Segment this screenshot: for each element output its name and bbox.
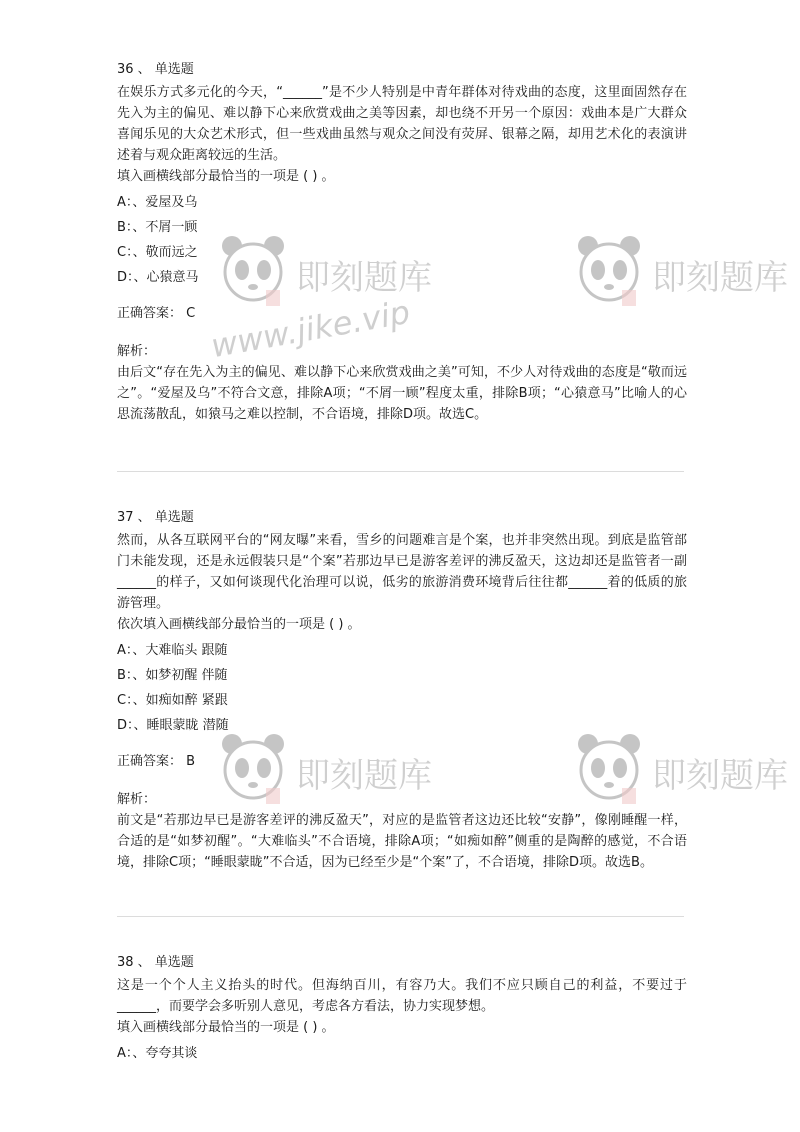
question-prompt: 填入画横线部分最恰当的一项是 ( ) 。 [117,169,335,184]
section-divider [117,916,684,917]
option-a[interactable]: A：、夸夸其谈 [117,1046,198,1061]
analysis-label: 解析： [117,792,157,807]
option-c[interactable]: C：、如痴如醉 紧跟 [117,693,228,708]
question-header: 37 、 单选题 [117,510,194,525]
option-c[interactable]: C：、敬而远之 [117,245,198,260]
option-d[interactable]: D：、睡眼蒙眬 潜随 [117,718,229,733]
question-stem: 这是一个个人主义抬头的时代。但海纳百川，有容乃大。我们不应只顾自己的利益，不要过于______，而要学会多听别人意见，考虑各方看法，协力实现梦想。 [117,978,687,1014]
question-38 [117,953,687,1066]
option-a[interactable]: A：、大难临头 跟随 [117,643,228,658]
watermark-brand: 即刻题库 [296,258,432,298]
question-36 [117,60,687,425]
correct-answer: 正确答案： C [117,306,196,321]
question-stem: 在娱乐方式多元化的今天，“______”是不少人特别是中青年群体对待戏曲的态度，这里面固然存在先入为主的偏见、难以静下心来欣赏戏曲之美等因素，却也绕不开另一个原因：戏曲本是广大群众喜闻乐见的大众艺术形式，但一些戏曲虽然与观众之间没有荧屏、银幕之隔，却用艺术化的表演讲述着与观众距离较远的生活。 [117,85,687,163]
question-header: 36 、 单选题 [117,62,194,77]
section-divider [117,471,684,472]
question-prompt: 填入画横线部分最恰当的一项是 ( ) 。 [117,1020,335,1035]
watermark-brand: 即刻题库 [296,756,432,796]
question-prompt: 依次填入画横线部分最恰当的一项是 ( ) 。 [117,617,361,632]
analysis-text: 前文是“若那边早已是游客差评的沸反盈天”，对应的是监管者这边还比较“安静”，像刚睡醒一样，合适的是“如梦初醒”。“大难临头”不合语境，排除A项；“如痴如醉”侧重的是陶醉的感觉，不合语境，排除C项；“睡眼蒙眬”不合适，因为已经至少是“个案”了，不合语境，排除D项。故选B。 [117,813,687,870]
correct-answer: 正确答案： B [117,754,196,769]
question-stem: 然而，从各互联网平台的“网友曝”来看，雪乡的问题难言是个案，也并非突然出现。到底是监管部门未能发现，还是永远假装只是“个案”若那边早已是游客差评的沸反盈天，这边却还是监管者一副______的样子，又如何谈现代化治理可以说，低劣的旅游消费环境背后往往都______着的低质的旅游管理。 [117,533,687,611]
watermark-brand: 即刻题库 [652,756,788,796]
question-header: 38 、 单选题 [117,955,194,970]
analysis-label: 解析： [117,344,157,359]
question-37 [117,508,687,873]
option-b[interactable]: B：、如梦初醒 伴随 [117,668,228,683]
option-b[interactable]: B：、不屑一顾 [117,220,198,235]
option-d[interactable]: D：、心猿意马 [117,270,199,285]
option-a[interactable]: A：、爱屋及乌 [117,195,198,210]
watermark-brand: 即刻题库 [652,258,788,298]
analysis-text: 由后文“存在先入为主的偏见、难以静下心来欣赏戏曲之美”可知，不少人对待戏曲的态度是“敬而远之”。“爱屋及乌”不符合文意，排除A项；“不屑一顾”程度太重，排除B项；“心猿意马”比喻人的心思流荡散乱，如猿马之难以控制，不合语境，排除D项。故选C。 [117,365,687,422]
watermark-url: www.jike.vip [208,292,413,366]
